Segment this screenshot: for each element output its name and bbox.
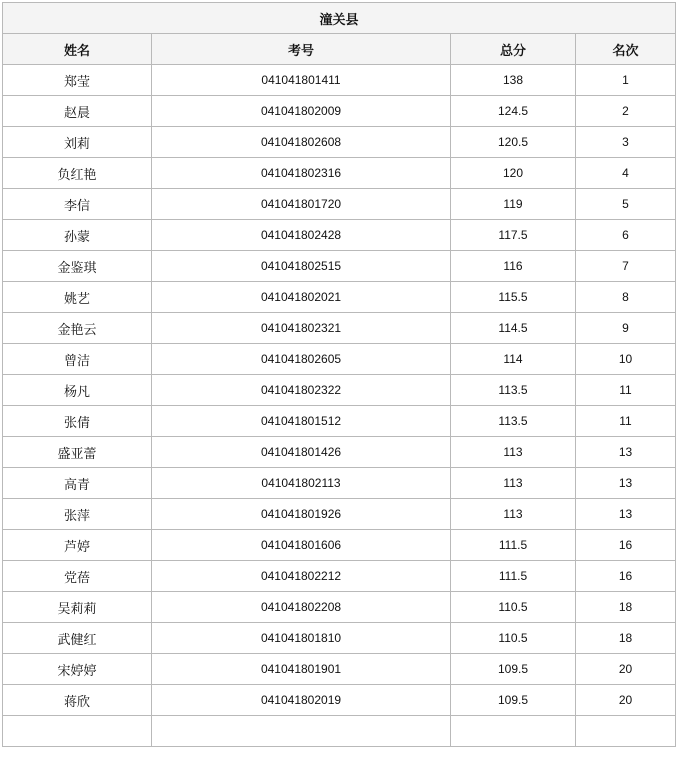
- cell-total: 113: [451, 468, 576, 499]
- cell-rank: 16: [576, 530, 676, 561]
- cell-total: 113.5: [451, 375, 576, 406]
- cell-exam-id: 041041802608: [152, 127, 451, 158]
- cell-name: 张萍: [3, 499, 152, 530]
- table-row: [3, 499, 676, 530]
- cell-exam-id: 041041802321: [152, 313, 451, 344]
- table-row: [3, 220, 676, 251]
- cell-name: 刘莉: [3, 127, 152, 158]
- cell-exam-id: 041041801810: [152, 623, 451, 654]
- cell-rank: 4: [576, 158, 676, 189]
- cell-total: 110.5: [451, 592, 576, 623]
- cell-exam-id: 041041801411: [152, 65, 451, 96]
- table-row: [3, 685, 676, 716]
- cell-total: 138: [451, 65, 576, 96]
- cell-total: 120.5: [451, 127, 576, 158]
- cell-rank: 10: [576, 344, 676, 375]
- cell-total: 111.5: [451, 561, 576, 592]
- table-row: [3, 189, 676, 220]
- cell-total: 109.5: [451, 654, 576, 685]
- cell-name: 姚艺: [3, 282, 152, 313]
- empty-cell: [576, 716, 676, 747]
- table-row: [3, 313, 676, 344]
- column-header-exam-id: 考号: [152, 34, 451, 65]
- cell-exam-id: 041041802009: [152, 96, 451, 127]
- table-row: [3, 561, 676, 592]
- cell-total: 111.5: [451, 530, 576, 561]
- cell-exam-id: 041041802208: [152, 592, 451, 623]
- cell-exam-id: 041041801720: [152, 189, 451, 220]
- score-sheet: [2, 2, 675, 747]
- cell-rank: 18: [576, 592, 676, 623]
- cell-name: 金鉴琪: [3, 251, 152, 282]
- cell-total: 116: [451, 251, 576, 282]
- cell-name: 负红艳: [3, 158, 152, 189]
- cell-total: 113: [451, 437, 576, 468]
- table-row: [3, 654, 676, 685]
- cell-exam-id: 041041802019: [152, 685, 451, 716]
- empty-cell: [3, 716, 152, 747]
- cell-rank: 20: [576, 654, 676, 685]
- empty-cell: [451, 716, 576, 747]
- cell-rank: 1: [576, 65, 676, 96]
- table-row: [3, 344, 676, 375]
- cell-total: 113.5: [451, 406, 576, 437]
- table-row: [3, 623, 676, 654]
- table-row: [3, 375, 676, 406]
- cell-total: 119: [451, 189, 576, 220]
- cell-total: 114.5: [451, 313, 576, 344]
- table-row: [3, 251, 676, 282]
- empty-row: [3, 716, 676, 747]
- cell-exam-id: 041041801606: [152, 530, 451, 561]
- table-row: [3, 65, 676, 96]
- cell-rank: 6: [576, 220, 676, 251]
- cell-rank: 11: [576, 375, 676, 406]
- cell-name: 金艳云: [3, 313, 152, 344]
- cell-total: 113: [451, 499, 576, 530]
- cell-exam-id: 041041801901: [152, 654, 451, 685]
- cell-rank: 9: [576, 313, 676, 344]
- cell-name: 曾洁: [3, 344, 152, 375]
- cell-name: 党蓓: [3, 561, 152, 592]
- table-row: [3, 96, 676, 127]
- cell-rank: 7: [576, 251, 676, 282]
- cell-exam-id: 041041801926: [152, 499, 451, 530]
- cell-exam-id: 041041802212: [152, 561, 451, 592]
- empty-cell: [152, 716, 451, 747]
- cell-total: 115.5: [451, 282, 576, 313]
- cell-name: 李信: [3, 189, 152, 220]
- column-header-name: 姓名: [3, 34, 152, 65]
- cell-total: 109.5: [451, 685, 576, 716]
- table-row: [3, 592, 676, 623]
- cell-rank: 13: [576, 499, 676, 530]
- cell-name: 郑莹: [3, 65, 152, 96]
- cell-total: 110.5: [451, 623, 576, 654]
- cell-rank: 20: [576, 685, 676, 716]
- table-body: [3, 65, 676, 747]
- cell-exam-id: 041041802322: [152, 375, 451, 406]
- cell-name: 高青: [3, 468, 152, 499]
- cell-rank: 18: [576, 623, 676, 654]
- cell-name: 蒋欣: [3, 685, 152, 716]
- cell-exam-id: 041041802605: [152, 344, 451, 375]
- table-row: [3, 158, 676, 189]
- column-header-rank: 名次: [576, 34, 676, 65]
- table-row: [3, 406, 676, 437]
- cell-name: 杨凡: [3, 375, 152, 406]
- cell-rank: 3: [576, 127, 676, 158]
- cell-total: 117.5: [451, 220, 576, 251]
- cell-name: 宋婷婷: [3, 654, 152, 685]
- cell-total: 114: [451, 344, 576, 375]
- cell-total: 120: [451, 158, 576, 189]
- cell-name: 张倩: [3, 406, 152, 437]
- cell-exam-id: 041041802428: [152, 220, 451, 251]
- cell-exam-id: 041041802113: [152, 468, 451, 499]
- cell-rank: 2: [576, 96, 676, 127]
- cell-exam-id: 041041801426: [152, 437, 451, 468]
- cell-rank: 16: [576, 561, 676, 592]
- table-row: [3, 437, 676, 468]
- table-row: [3, 468, 676, 499]
- title-row: [3, 3, 676, 34]
- cell-rank: 13: [576, 468, 676, 499]
- cell-exam-id: 041041802316: [152, 158, 451, 189]
- score-table: [2, 2, 676, 747]
- header-row: [3, 34, 676, 65]
- table-row: [3, 127, 676, 158]
- cell-name: 孙蒙: [3, 220, 152, 251]
- cell-name: 盛亚蕾: [3, 437, 152, 468]
- cell-rank: 8: [576, 282, 676, 313]
- cell-name: 赵晨: [3, 96, 152, 127]
- cell-name: 武健红: [3, 623, 152, 654]
- cell-rank: 11: [576, 406, 676, 437]
- cell-name: 芦婷: [3, 530, 152, 561]
- cell-exam-id: 041041801512: [152, 406, 451, 437]
- cell-total: 124.5: [451, 96, 576, 127]
- table-title: 潼关县: [3, 3, 676, 34]
- column-header-total: 总分: [451, 34, 576, 65]
- cell-rank: 13: [576, 437, 676, 468]
- table-row: [3, 530, 676, 561]
- cell-exam-id: 041041802021: [152, 282, 451, 313]
- table-row: [3, 282, 676, 313]
- cell-rank: 5: [576, 189, 676, 220]
- cell-exam-id: 041041802515: [152, 251, 451, 282]
- cell-name: 吴莉莉: [3, 592, 152, 623]
